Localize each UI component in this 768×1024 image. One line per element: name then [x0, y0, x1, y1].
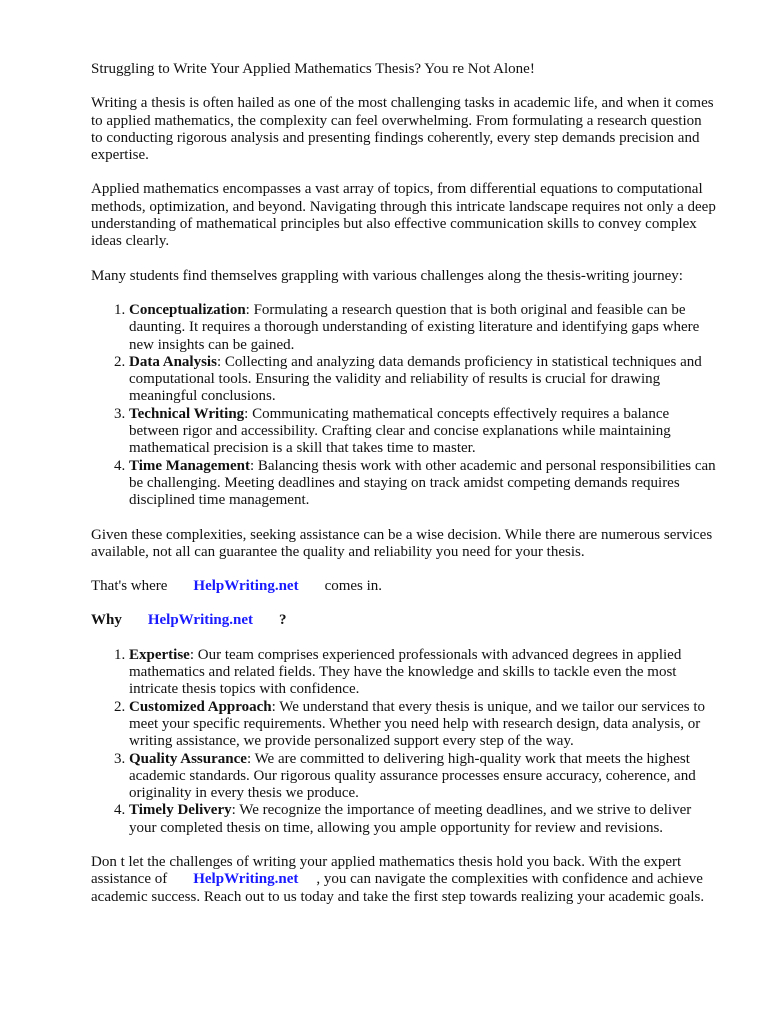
intro-paragraph-3: Many students find themselves grappling with various challenges along the thesis-writing journey: [91, 267, 683, 284]
question-mark: ? [278, 612, 287, 629]
list-item-text: : Collecting and analyzing data demands proficiency in statistical techniques and computational tools. Ensuring the validity and reliability of results is crucial for drawing meaningful conclusions. [129, 353, 702, 405]
intro-paragraph-1: Writing a thesis is often hailed as one of the most challenging tasks in academic life, and when it comes to applied mathematics, the complexity can feel overwhelming. From formulating a research question to conducting rigorous analysis and presenting findings coherently, every step demands precision and expertise. [91, 95, 714, 164]
list-item-term: Data Analysis [129, 353, 217, 370]
list-item-term: Conceptualization [129, 301, 246, 318]
comes-in-text: comes in. [324, 578, 383, 595]
list-item [129, 302, 716, 354]
list-item-term: Customized Approach [129, 698, 272, 715]
list-item-term: Timely Delivery [129, 802, 232, 819]
list-item-term: Technical Writing [129, 405, 245, 422]
list-item [129, 751, 716, 803]
list-item-text: : Our team comprises experienced professionals with advanced degrees in applied mathematics and related fields. They have the knowledge and skills to tackle even the most intricate thesis topics with confidence. [129, 646, 682, 698]
list-item-text: : Balancing thesis work with other academic and personal responsibilities can be challenging. Meeting deadlines and staying on track amidst competing demands requires disciplined time management. [129, 457, 716, 509]
thats-where-text: That's where [91, 578, 168, 595]
thats-where-line [91, 578, 716, 595]
list-item-text: : Communicating mathematical concepts effectively requires a balance between rigor and accessibility. Crafting clear and concise explanations while maintaining mathematical precision is a skill that takes time to master. [129, 405, 671, 457]
closing-paragraph [91, 854, 716, 906]
list-item [129, 699, 716, 751]
list-item-term: Time Management [129, 457, 250, 474]
document-title: Struggling to Write Your Applied Mathematics Thesis? You re Not Alone! [91, 61, 535, 77]
given-paragraph: Given these complexities, seeking assistance can be a wise decision. While there are numerous services available, not all can guarantee the quality and reliability you need for your thesis. [91, 526, 713, 560]
helpwriting-link[interactable]: HelpWriting.net [193, 578, 299, 595]
list-item-text: : We understand that every thesis is unique, and we tailor our services to meet your specific requirements. Whether you need help with research design, data analysis, or writing assistance, we provide personalized support every step of the way. [129, 698, 706, 750]
list-item-term: Quality Assurance [129, 750, 247, 767]
helpwriting-link[interactable]: HelpWriting.net [193, 871, 299, 888]
intro-paragraph-2: Applied mathematics encompasses a vast array of topics, from differential equations to computational methods, optimization, and beyond. Navigating through this intricate landscape requires not only a deep understanding of mathematical principles but also effective communication skills to convey complex ideas clearly. [91, 181, 716, 250]
list-item [129, 406, 716, 458]
list-item-text: : Formulating a research question that is both original and feasible can be daunting. It requires a thorough understanding of existing literature and identifying gaps where new insights can be gained. [129, 301, 700, 353]
list-item-text: : We recognize the importance of meeting deadlines, and we strive to deliver your completed thesis on time, allowing you ample opportunity for review and revisions. [129, 802, 692, 836]
list-item [129, 458, 716, 510]
why-text: Why [91, 612, 122, 629]
list-item [129, 647, 716, 699]
closing-text-after: , you can navigate the complexities with confidence and achieve academic success. Reach out to us today and take the first step towards realizing your academic goals. [91, 871, 705, 905]
list-item-text: : We are committed to delivering high-quality work that meets the highest academic standards. Our rigorous quality assurance processes ensure accuracy, coherence, and originality in every thesis we produce. [129, 750, 696, 802]
list-item [129, 802, 716, 837]
list-item [129, 354, 716, 406]
benefits-list [91, 647, 716, 837]
list-item-term: Expertise [129, 646, 190, 663]
helpwriting-link[interactable]: HelpWriting.net [147, 612, 253, 629]
why-heading [91, 612, 716, 629]
document-page [91, 61, 716, 923]
challenges-list [91, 302, 716, 510]
closing-text-before: Don t let the challenges of writing your applied mathematics thesis hold you back. With the expert assistance of [91, 853, 682, 888]
